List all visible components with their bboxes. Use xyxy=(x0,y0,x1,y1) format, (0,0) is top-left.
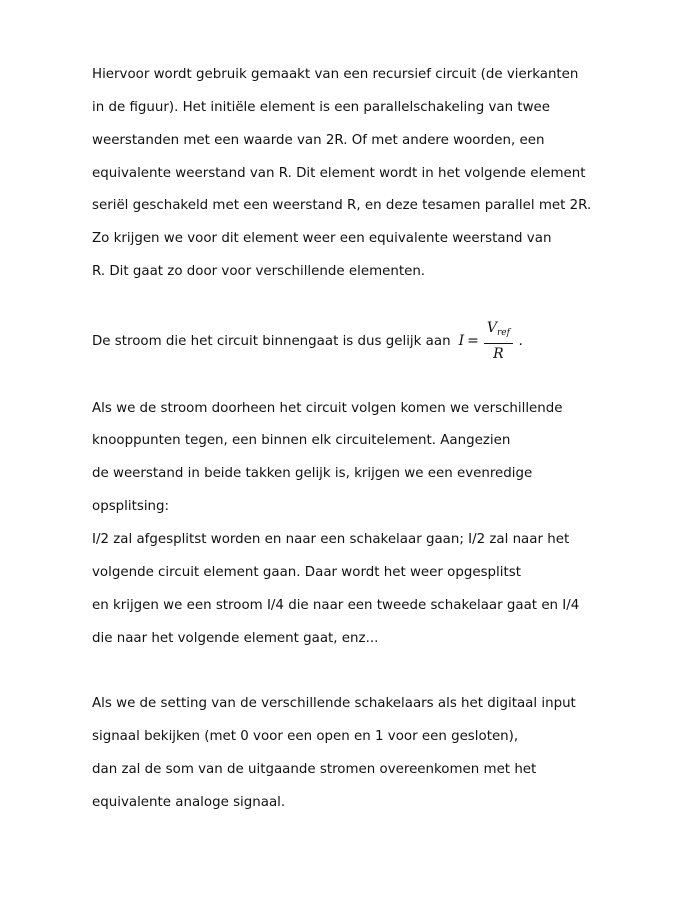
formula-equals: = xyxy=(467,333,479,349)
paragraph1-line-7: R. Dit gaat zo door voor verschillende elementen. xyxy=(92,264,426,279)
formula-sentence xyxy=(92,316,523,366)
paragraph2-line-7: en krijgen we een stroom I/4 die naar een tweede schakelaar gaat en I/4 xyxy=(92,598,580,613)
paragraph2-line-1: Als we de stroom doorheen het circuit volgen komen we verschillende xyxy=(92,401,563,416)
paragraph3-line-4: equivalente analoge signaal. xyxy=(92,795,286,810)
formula-numerator-symbol: V xyxy=(486,320,497,336)
paragraph1-line-5: seriël geschakeld met een weerstand R, en deze tesamen parallel met 2R. xyxy=(92,198,592,213)
formula-numerator xyxy=(484,320,513,344)
formula-lhs: I xyxy=(458,333,465,349)
paragraph2-line-4: opsplitsing: xyxy=(92,499,170,514)
paragraph3-line-3: dan zal de som van de uitgaande stromen overeenkomen met het xyxy=(92,762,537,777)
formula-denominator: R xyxy=(493,346,504,362)
paragraph1-line-6: Zo krijgen we voor dit element weer een equivalente weerstand van xyxy=(92,231,552,246)
formula-period: . xyxy=(518,333,524,349)
current-formula xyxy=(459,320,524,362)
formula-numerator-subscript: ref xyxy=(496,328,510,338)
paragraph1-line-3: weerstanden met een waarde van 2R. Of met andere woorden, een xyxy=(92,133,545,148)
paragraph1-line-2: in de figuur). Het initiële element is een parallelschakeling van twee xyxy=(92,100,551,115)
paragraph1-line-4: equivalente weerstand van R. Dit element wordt in het volgende element xyxy=(92,166,586,181)
paragraph2-line-6: volgende circuit element gaan. Daar wordt het weer opgesplitst xyxy=(92,565,521,580)
paragraph2-line-5: I/2 zal afgesplitst worden en naar een schakelaar gaan; I/2 zal naar het xyxy=(92,532,570,547)
paragraph2-line-8: die naar het volgende element gaat, enz... xyxy=(92,631,379,646)
paragraph1-line-1: Hiervoor wordt gebruik gemaakt van een recursief circuit (de vierkanten xyxy=(92,67,579,82)
formula-fraction xyxy=(484,320,513,362)
paragraph3-line-2: signaal bekijken (met 0 voor een open en 1 voor een gesloten), xyxy=(92,729,519,744)
paragraph3-line-1: Als we de setting van de verschillende schakelaars als het digitaal input xyxy=(92,696,576,711)
paragraph2-line-2: knooppunten tegen, een binnen elk circuitelement. Aangezien xyxy=(92,433,511,448)
formula-sentence-text: De stroom die het circuit binnengaat is dus gelijk aan xyxy=(92,333,451,349)
paragraph2-line-3: de weerstand in beide takken gelijk is, krijgen we een evenredige xyxy=(92,466,533,481)
